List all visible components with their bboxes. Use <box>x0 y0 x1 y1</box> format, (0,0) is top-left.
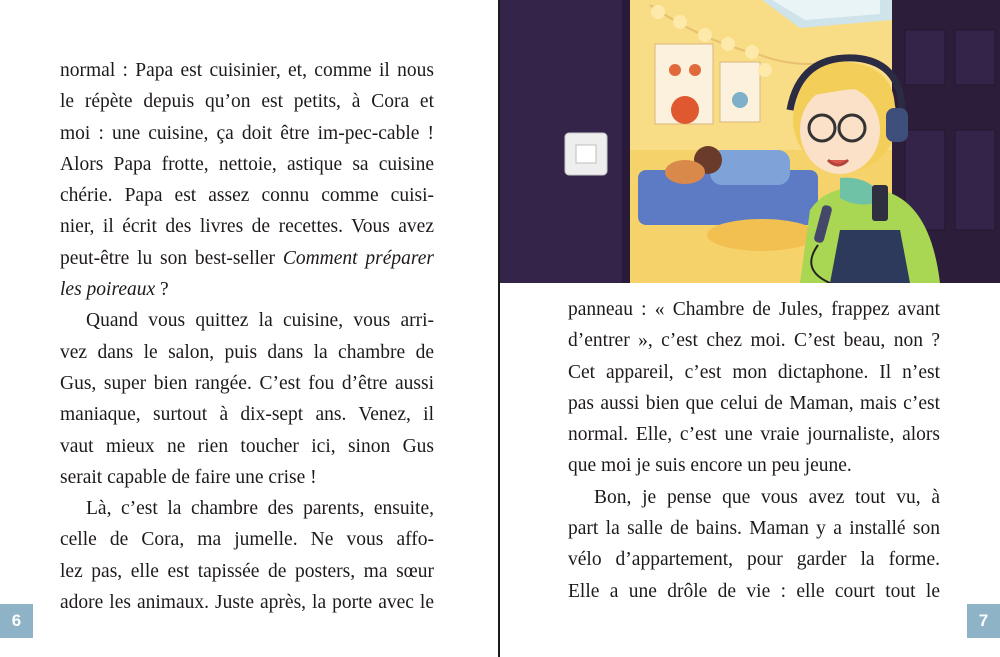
text-line: Cet appareil, c’est mon dictaphone. Il n’est <box>568 361 940 383</box>
text-line <box>60 274 434 305</box>
text-line: panneau : « Chambre de Jules, frappez avant <box>568 299 940 320</box>
text-line: le répète depuis qu’on est petits, à Cora et <box>60 91 434 113</box>
text-line: Bon, je pense que vous avez tout vu, à <box>594 486 940 508</box>
text-line: Alors Papa frotte, nettoie, astique sa cuisine <box>60 153 434 175</box>
text-line: serait capable de faire une crise ! <box>60 466 317 488</box>
left-page-text <box>60 55 434 618</box>
page-number-left: 6 <box>0 604 33 638</box>
text-line: Elle a une drôle de vie : elle court tout le <box>568 580 940 602</box>
illustration-bedroom <box>500 0 1000 283</box>
page-number-right: 7 <box>967 604 1000 638</box>
paragraph <box>60 55 434 305</box>
text-line <box>60 243 434 274</box>
text-line: que moi je suis encore un peu jeune. <box>568 455 852 477</box>
book-title-italic: Comment préparer <box>282 247 434 269</box>
text-line: vez dans le salon, puis dans la chambre de <box>60 341 434 363</box>
text-line: vaut mieux ne rien toucher ici, sinon Gus <box>60 435 434 457</box>
text-line: chérie. Papa est assez connu comme cuisi- <box>60 185 434 207</box>
paragraph <box>60 493 434 618</box>
right-page-text <box>568 294 940 607</box>
text-line: Quand vous quittez la cuisine, vous arri- <box>86 310 434 332</box>
paragraph <box>568 482 940 607</box>
text-fragment: ? <box>155 279 169 301</box>
text-line: Gus, super bien rangée. C’est fou d’être aussi <box>60 372 434 394</box>
text-line: normal. Elle, c’est une vraie journaliste, alors <box>568 424 940 446</box>
text-line: d’entrer », c’est chez moi. C’est beau, non ? <box>568 330 940 352</box>
text-line: Là, c’est la chambre des parents, ensuite, <box>86 498 434 520</box>
text-fragment: peut-être lu son best-seller <box>60 247 283 269</box>
text-line: moi : une cuisine, ça doit être im-pec-cable ! <box>60 122 434 144</box>
paragraph <box>60 305 434 493</box>
text-line: maniaque, surtout à dix-sept ans. Venez, il <box>60 404 434 426</box>
text-line: part la salle de bains. Maman y a installé son <box>568 518 940 540</box>
text-line: normal : Papa est cuisinier, et, comme il nous <box>60 60 434 81</box>
book-title-italic: les poireaux <box>60 279 156 301</box>
text-line: vélo d’appartement, pour garder la forme. <box>568 549 940 571</box>
paragraph <box>568 294 940 482</box>
illustration-svg <box>500 0 1000 283</box>
text-line: celle de Cora, ma jumelle. Ne vous affo- <box>60 529 434 551</box>
text-line: lez pas, elle est tapissée de posters, ma sœur <box>60 560 434 582</box>
text-line: pas aussi bien que celui de Maman, mais c’est <box>568 392 940 414</box>
text-line: nier, il écrit des livres de recettes. Vous avez <box>60 216 434 238</box>
text-line: adore les animaux. Juste après, la porte avec le <box>60 592 434 614</box>
